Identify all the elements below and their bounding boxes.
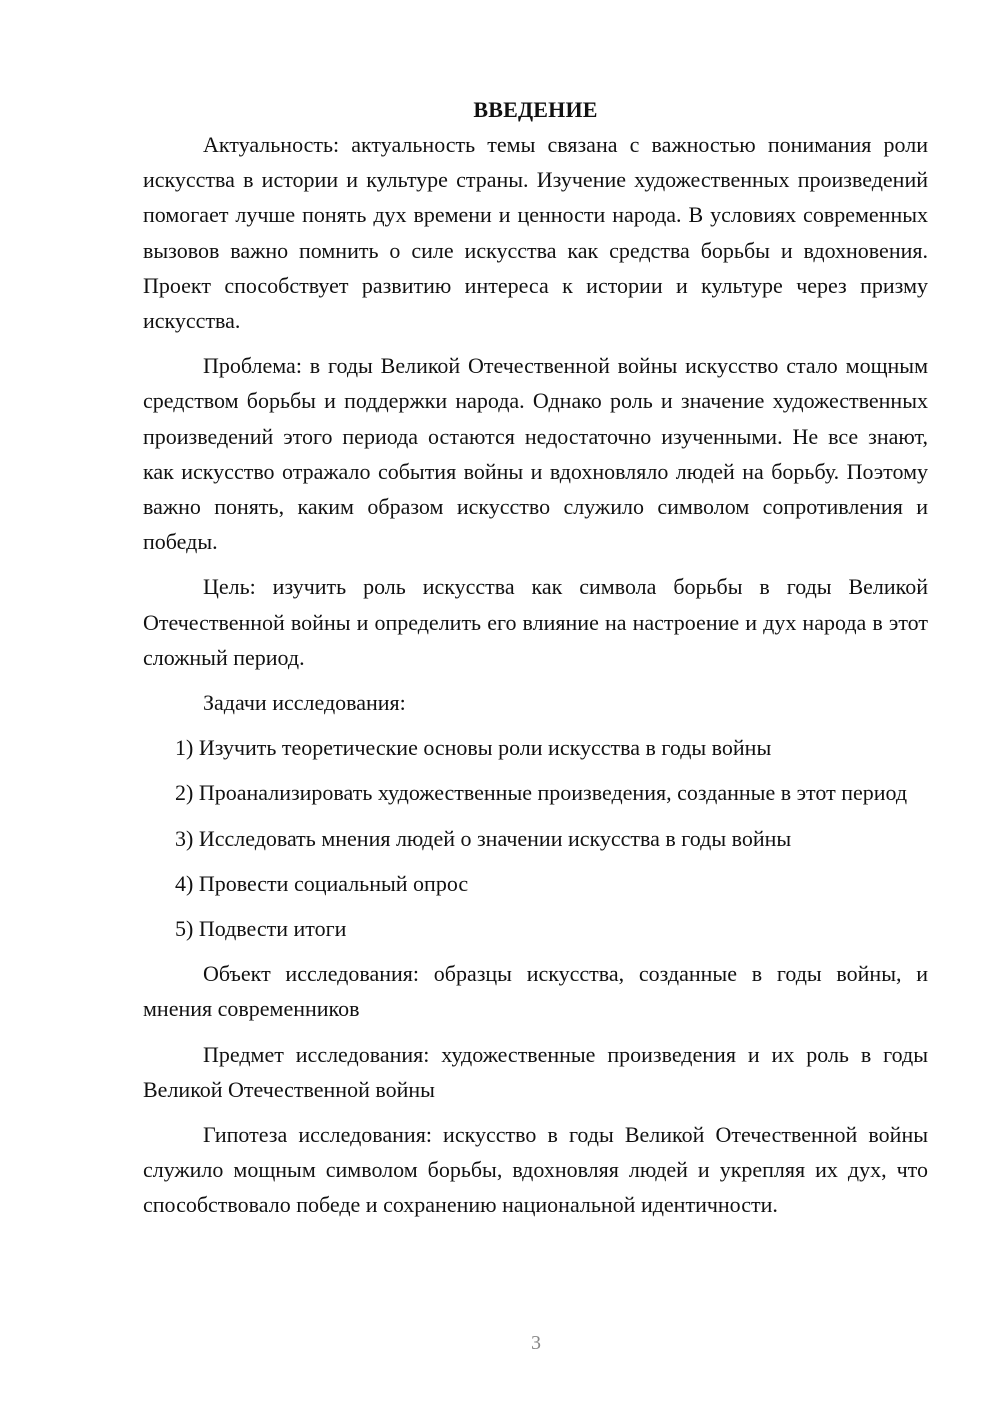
task-item: 1) Изучить теоретические основы роли искусства в годы войны <box>175 735 772 761</box>
tasks-heading: Задачи исследования: <box>203 690 406 716</box>
task-item: 2) Проанализировать художественные произведения, созданные в этот период <box>175 780 908 806</box>
goal-paragraph: Цель: изучить роль искусства как символа борьбы в годы Великой Отечественной войны и определить его влияние на настроение и дух народа в этот сложный период. <box>143 574 928 670</box>
subject-paragraph: Предмет исследования: художественные произведения и их роль в годы Великой Отечественной войны <box>143 1041 928 1102</box>
page-content <box>143 92 928 1223</box>
section-title: ВВЕДЕНИЕ <box>473 97 598 122</box>
page-number: 3 <box>531 1332 541 1354</box>
object-paragraph: Объект исследования: образцы искусства, созданные в годы войны, и мнения современников <box>143 961 928 1022</box>
task-item: 3) Исследовать мнения людей о значении искусства в годы войны <box>175 825 792 851</box>
relevance-paragraph: Актуальность: актуальность темы связана с важностью понимания роли искусства в истории и культуре страны. Изучение художественных произведений помогает лучше понять дух времени и ценности народа. В условиях современных вызовов важно помнить о силе искусства как средства борьбы и вдохновения. Проект способствует развитию интереса к истории и культуре через призму искусства. <box>143 132 928 334</box>
hypothesis-paragraph: Гипотеза исследования: искусство в годы Великой Отечественной войны служило мощным символом борьбы, вдохновляя людей и укрепляя их дух, что способствовало победе и сохранению национальной идентичности. <box>143 1122 928 1218</box>
task-item: 5) Подвести итоги <box>175 916 347 942</box>
problem-paragraph: Проблема: в годы Великой Отечественной войны искусство стало мощным средством борьбы и поддержки народа. Однако роль и значение художественных произведений этого периода остаются недостаточно изученными. Не все знают, как искусство отражало события войны и вдохновляло людей на борьбу. Поэтому важно понять, каким образом искусство служило символом сопротивления и победы. <box>143 353 928 555</box>
task-item: 4) Провести социальный опрос <box>175 870 469 896</box>
